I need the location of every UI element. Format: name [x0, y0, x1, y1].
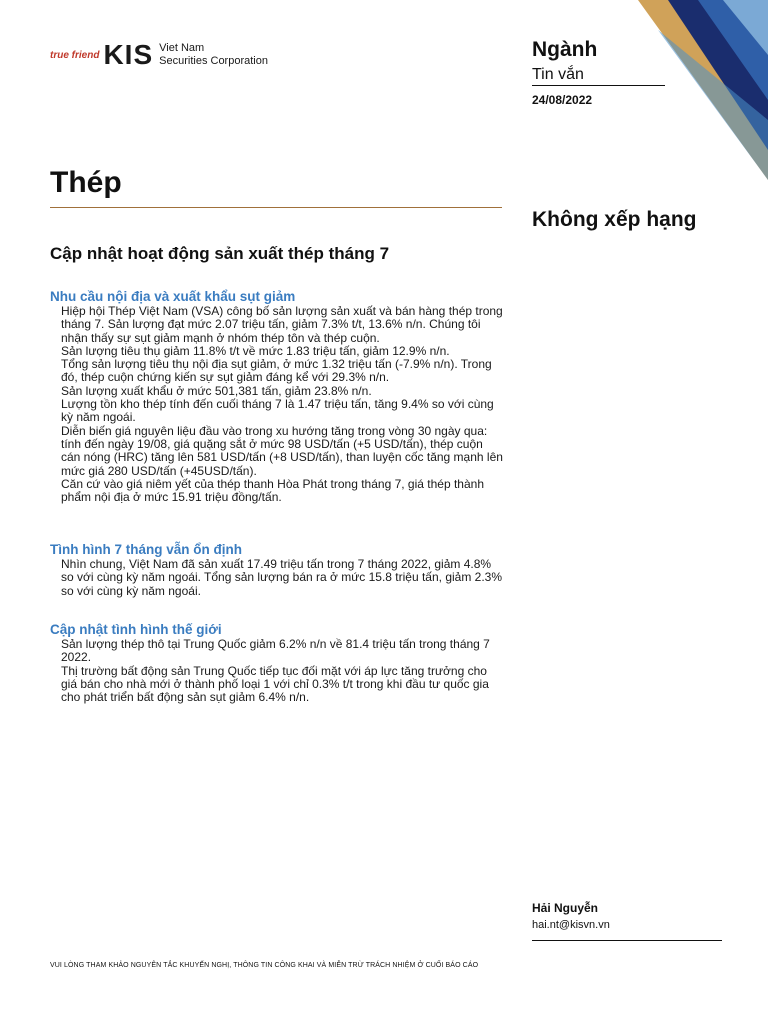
paragraph: Tổng sản lượng tiêu thụ nội địa sụt giảm, ở mức 1.32 triệu tấn (-7.9% n/n). Trong đó, thép cuộn chứng kiến sự sụt giảm đáng kể với 29.3% n/n.	[61, 357, 492, 385]
paragraph: Sản lượng xuất khẩu ở mức 501,381 tấn, giảm 23.8% n/n.	[61, 383, 372, 398]
logo-company-name	[159, 42, 268, 68]
report-subtitle: Cập nhật hoạt động sản xuất thép tháng 7	[50, 244, 390, 263]
page-title: Thép	[50, 166, 122, 199]
paragraph: Lượng tồn kho thép tính đến cuối tháng 7 là 1.47 triệu tấn, tăng 9.4% so với cùng kỳ năm ngoái.	[61, 397, 494, 425]
disclaimer: VUI LÒNG THAM KHẢO NGUYÊN TẮC KHUYẾN NGHỊ, THÔNG TIN CÔNG KHAI VÀ MIỄN TRỪ TRÁCH NHIỆM Ở CUỐI BÁO CÁO	[50, 962, 479, 969]
report-date: 24/08/2022	[532, 93, 593, 107]
logo-line-1: Viet Nam	[159, 42, 205, 54]
section-world-update	[50, 622, 504, 704]
paragraph: Hiệp hội Thép Việt Nam (VSA) công bố sản lượng sản xuất và bán hàng thép trong tháng 7. Sản lượng đạt mức 2.07 triệu tấn, giảm 7.3% t/t, 13.6% n/n. Chúng tôi nhận thấy sự sụt giảm mạnh ở nhóm thép tôn và thép cuộn.	[61, 304, 503, 345]
section-domestic-demand	[50, 289, 504, 504]
logo-tagline: true friend	[50, 49, 100, 61]
corner-decoration	[638, 0, 768, 180]
paragraph: Sản lượng tiêu thụ giảm 11.8% t/t về mức 1.83 triệu tấn, giảm 12.9% n/n.	[61, 343, 450, 358]
paragraph: Căn cứ vào giá niêm yết của thép thanh Hòa Phát trong tháng 7, giá thép thành phẩm nội địa ở mức 15.91 triệu đồng/tấn.	[61, 476, 484, 505]
paragraph: Nhìn chung, Việt Nam đã sản xuất 17.49 triệu tấn trong 7 tháng 2022, giảm 4.8% so với cùng kỳ năm ngoái. Tổng sản lượng bán ra ở mức 15.8 triệu tấn, giảm 2.3% so với cùng kỳ năm ngoái.	[61, 557, 503, 598]
author-divider	[532, 940, 722, 941]
title-divider	[50, 207, 502, 208]
logo-line-2: Securities Corporation	[159, 55, 268, 67]
report-category: Ngành	[532, 38, 598, 61]
paragraph: Thị trường bất động sản Trung Quốc tiếp tục đối mặt với áp lực tăng trưởng cho giá bán cho nhà mới ở thành phố loại 1 với chỉ 0.3% t/t trong khi đầu tư quốc gia cho phát triển bất động sản sụt giảm 6.4% n/n.	[61, 663, 489, 705]
paragraph: Diễn biến giá nguyên liệu đầu vào trong xu hướng tăng trong vòng 30 ngày qua: tính đến ngày 19/08, giá quặng sắt ở mức 98 USD/tấn (+5 USD/tấn), thép cuộn cán nóng (HRC) tăng lên 581 USD/tấn (+8 USD/tấn), than luyện cốc tăng mạnh lên mức giá 280 USD/tấn (+45USD/tấn).	[61, 423, 503, 478]
author-email[interactable]: hai.nt@kisvn.vn	[532, 919, 610, 931]
report-type: Tin vắn	[532, 66, 665, 86]
logo-kis: KIS	[103, 39, 154, 70]
paragraph: Sản lượng thép thô tại Trung Quốc giảm 6.2% n/n về 81.4 triệu tấn trong tháng 7 2022.	[61, 637, 490, 665]
section-heading: Cập nhật tình hình thế giới	[50, 622, 222, 637]
author-name: Hải Nguyễn	[532, 901, 599, 915]
section-heading: Tình hình 7 tháng vẫn ổn định	[50, 542, 242, 557]
section-heading: Nhu cầu nội địa và xuất khẩu sụt giảm	[50, 289, 296, 304]
rating-label: Không xếp hạng	[532, 208, 697, 231]
section-seven-months	[50, 542, 504, 598]
company-logo	[50, 40, 268, 70]
